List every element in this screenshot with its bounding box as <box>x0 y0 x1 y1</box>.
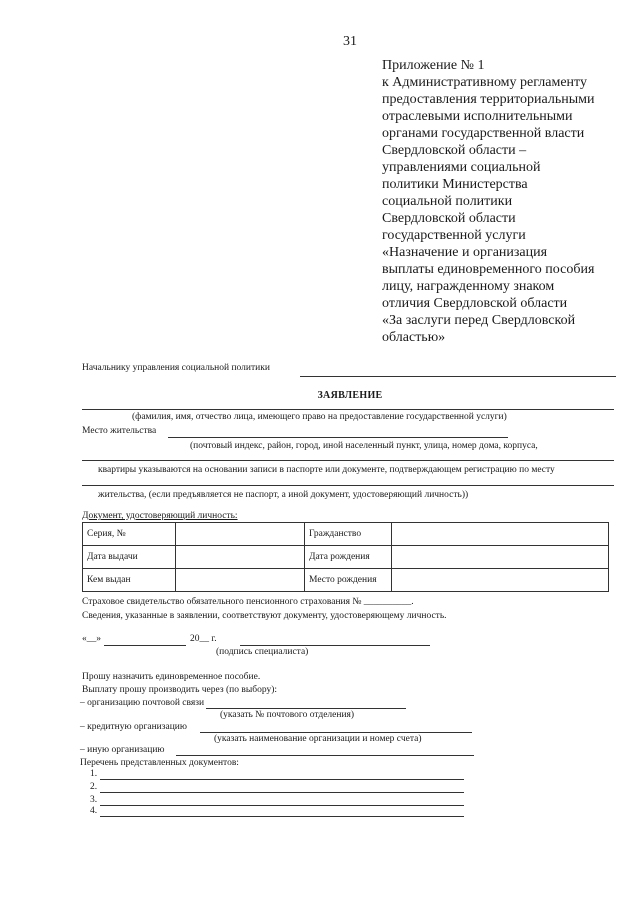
birth-date-value[interactable] <box>392 546 609 569</box>
signature-field[interactable] <box>240 645 430 646</box>
signature-hint: (подпись специалиста) <box>216 647 309 657</box>
doc-field-1[interactable] <box>100 779 464 780</box>
table-row <box>83 569 609 592</box>
citizenship-label: Гражданство <box>305 523 392 546</box>
request-line: Прошу назначить единовременное пособие. <box>82 672 261 682</box>
table-row <box>83 523 609 546</box>
docs-label: Перечень представленных документов: <box>80 758 239 768</box>
option-post: – организацию почтовой связи <box>80 698 205 708</box>
identity-doc-table <box>82 522 609 592</box>
addressee-field[interactable] <box>300 376 616 377</box>
addressee-label: Начальнику управления социальной политики <box>82 363 270 373</box>
birth-place-label: Место рождения <box>305 569 392 592</box>
birth-date-label: Дата рождения <box>305 546 392 569</box>
appendix-line: «За заслуги перед Свердловской <box>382 313 576 328</box>
date-year: 20__ г. <box>190 634 217 644</box>
residence-hint: квартиры указываются на основании записи в паспорте или документе, подтверждающем регистрацию по месту <box>98 465 555 475</box>
series-label: Серия, № <box>83 523 176 546</box>
doc-number: 1. <box>90 769 98 779</box>
residence-field-3[interactable] <box>82 485 614 486</box>
appendix-header <box>382 57 632 346</box>
option-other: – иную организацию <box>80 745 165 755</box>
appendix-line: отраслевыми исполнительными <box>382 109 573 124</box>
issue-date-label: Дата выдачи <box>83 546 176 569</box>
appendix-line: органами государственной власти <box>382 126 585 141</box>
appendix-line: «Назначение и организация <box>382 245 548 260</box>
page-number: 31 <box>343 34 357 49</box>
appendix-line: Приложение № 1 <box>382 58 485 73</box>
appendix-line: отличия Свердловской области <box>382 296 568 311</box>
credit-field[interactable] <box>200 732 472 733</box>
post-hint: (указать № почтового отделения) <box>220 710 355 720</box>
confirm-line: Сведения, указанные в заявлении, соответствуют документу, удостоверяющему личность. <box>82 611 447 621</box>
appendix-line: государственной услуги <box>382 228 526 243</box>
appendix-line: лицу, награжденному знаком <box>382 279 555 294</box>
identity-doc-label: Документ, удостоверяющий личность: <box>82 511 238 521</box>
appendix-line: политики Министерства <box>382 177 528 192</box>
form-title: ЗАЯВЛЕНИЕ <box>317 390 383 401</box>
fio-hint: (фамилия, имя, отчество лица, имеющего право на предоставление государственной услуги) <box>132 412 507 422</box>
appendix-line: управлениями социальной <box>382 160 541 175</box>
birth-place-value[interactable] <box>392 569 609 592</box>
doc-field-2[interactable] <box>100 792 464 793</box>
doc-field-4[interactable] <box>100 816 464 817</box>
doc-field-3[interactable] <box>100 805 464 806</box>
doc-number: 2. <box>90 782 98 792</box>
appendix-line: Свердловской области <box>382 211 516 226</box>
appendix-line: выплаты единовременного пособия <box>382 262 595 277</box>
doc-number: 3. <box>90 795 98 805</box>
payment-line: Выплату прошу производить через (по выбору): <box>82 685 277 695</box>
residence-label: Место жительства <box>82 426 157 436</box>
appendix-line: к Административному регламенту <box>382 75 587 90</box>
appendix-line: предоставления территориальными <box>382 92 595 107</box>
issue-date-value[interactable] <box>176 546 305 569</box>
table-row <box>83 546 609 569</box>
issued-by-label: Кем выдан <box>83 569 176 592</box>
fio-field[interactable] <box>82 409 614 410</box>
other-field[interactable] <box>176 755 474 756</box>
appendix-line: социальной политики <box>382 194 513 209</box>
insurance-line: Страховое свидетельство обязательного пенсионного страхования № __________. <box>82 597 414 607</box>
residence-field-2[interactable] <box>82 460 614 461</box>
date-day: «__» <box>82 634 101 644</box>
citizenship-value[interactable] <box>392 523 609 546</box>
post-field[interactable] <box>206 708 406 709</box>
appendix-line: областью» <box>382 330 446 345</box>
issued-by-value[interactable] <box>176 569 305 592</box>
residence-field[interactable] <box>168 437 508 438</box>
residence-hint: жительства, (если предъявляется не паспорт, а иной документ, удостоверяющий личность)) <box>98 490 469 500</box>
doc-number: 4. <box>90 806 98 816</box>
appendix-line: Свердловской области – <box>382 143 527 158</box>
date-month-field[interactable] <box>104 645 186 646</box>
series-value[interactable] <box>176 523 305 546</box>
residence-hint: (почтовый индекс, район, город, иной населенный пункт, улица, номер дома, корпуса, <box>190 441 538 451</box>
option-credit: – кредитную организацию <box>80 722 187 732</box>
credit-hint: (указать наименование организации и номер счета) <box>214 734 422 744</box>
